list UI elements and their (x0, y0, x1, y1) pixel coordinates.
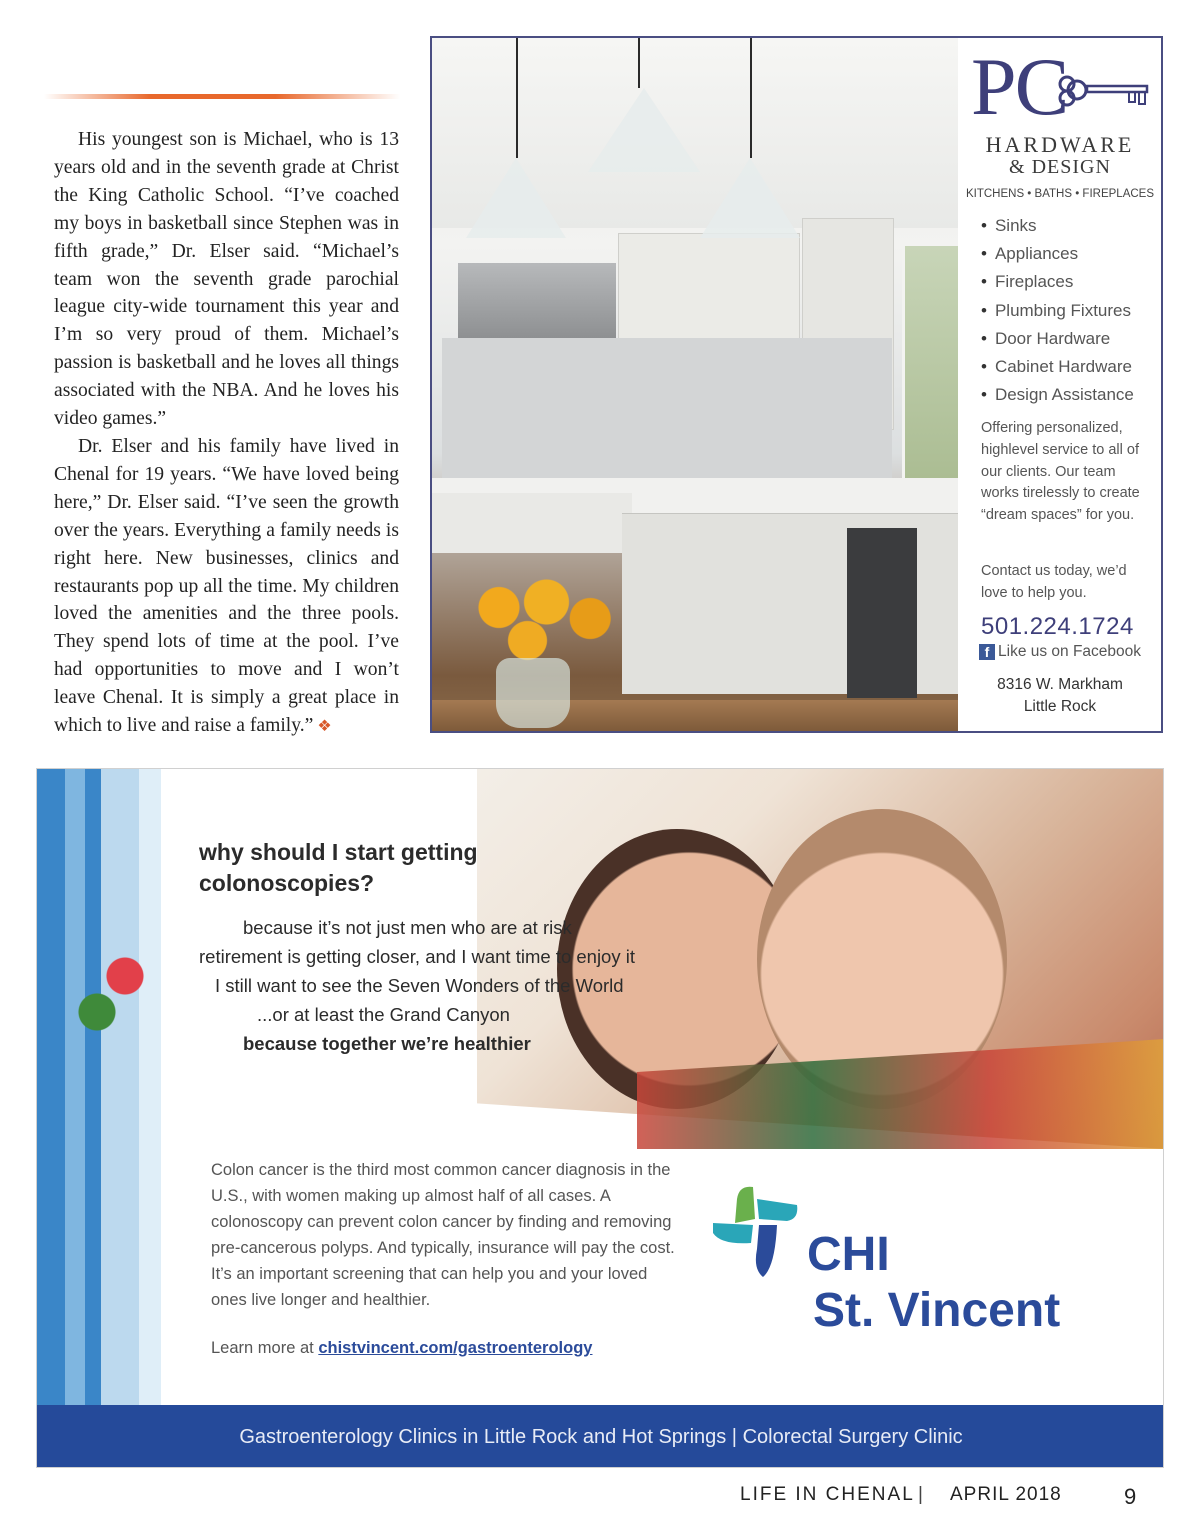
learn-more-link[interactable]: chistvincent.com/gastroenterology (318, 1339, 593, 1357)
facebook-link[interactable] (979, 643, 1141, 661)
pc-logo (969, 41, 1159, 134)
end-mark-icon: ❖ (317, 718, 332, 736)
logo-st-vincent: St. Vincent (813, 1284, 1061, 1337)
orange-divider (44, 94, 400, 99)
chi-st-vincent-ad[interactable] (36, 768, 1164, 1468)
key-icon (969, 41, 1159, 134)
ad-body-text: Colon cancer is the third most common cancer diagnosis in the U.S., with women making up almost half of all cases. A colonoscopy can prevent colon cancer by finding and removing pre-cancerous polyps. And typically, insurance will pay the cost. It’s an important screening that can help you and your loved ones live longer and healthier. (211, 1161, 675, 1309)
blue-stripe (37, 769, 65, 1468)
offer-text: Offering personalized, highlevel service to all of our clients. Our team works tirelessly to create “dream spaces” for you. (981, 420, 1140, 524)
logo-letters: PC (971, 41, 1068, 132)
flower-image (77, 949, 157, 1039)
chi-logo (707, 1179, 1107, 1349)
brand-hardware: HARDWARE (985, 132, 1135, 157)
reason-line: ...or at least the Grand Canyon (257, 1004, 510, 1025)
service-item: • Appliances (981, 240, 1134, 268)
address-city: Little Rock (1023, 698, 1097, 715)
kitchen-photo (432, 38, 958, 731)
logo-chi: CHI (807, 1228, 890, 1281)
service-item: • Door Hardware (981, 325, 1134, 353)
blue-stripe (85, 769, 101, 1468)
service-item: • Fireplaces (981, 268, 1134, 296)
article-paragraph-text: Dr. Elser and his family have lived in Chenal for 19 years. “We have loved being here,” Dr. Elser said. “I’ve seen the growth over the years. Everything a family needs is right here. New businesses, clinics and restaurants pop up all the time. My children loved the amenities and the three pools. They spend lots of time at the pool. I’ve had opportunities to move and I won’t leave Chenal. It is simply a great place in which to live and raise a family.” (54, 435, 399, 737)
page-number: 9 (1124, 1484, 1137, 1509)
service-item: • Cabinet Hardware (981, 353, 1134, 381)
service-item: • Sinks (981, 212, 1134, 240)
phone-number[interactable]: 501.224.1724 (981, 613, 1134, 640)
service-item: • Design Assistance (981, 381, 1134, 409)
facebook-label: Like us on Facebook (998, 643, 1142, 660)
service-item: • Plumbing Fixtures (981, 297, 1134, 325)
issue-date: APRIL 2018 (950, 1484, 1062, 1505)
magazine-name: LIFE IN CHENAL (740, 1484, 915, 1505)
pc-ad-text-panel (959, 38, 1161, 731)
article-paragraph (54, 433, 399, 741)
learn-more-prefix: Learn more at (211, 1339, 314, 1357)
footer-separator: | (918, 1484, 923, 1505)
article-paragraph: His youngest son is Michael, who is 13 years old and in the seventh grade at Christ the King Catholic School. “I’ve coached my boys in basketball since Stephen was in fifth grade,” Dr. Elser said. “Michael’s team won the seventh grade parochial league city-wide tournament this year and I’m so very proud of them. Michael’s passion is basketball and he loves all things associated with the NBA. And he loves his video games.” (54, 129, 399, 430)
ad-question (199, 837, 478, 899)
pc-hardware-ad[interactable] (430, 36, 1163, 733)
question-line: colonoscopies? (199, 870, 375, 896)
services-list (981, 212, 1134, 409)
address-street: 8316 W. Markham (997, 676, 1123, 693)
reason-line: because it’s not just men who are at risk (243, 917, 572, 938)
ad-footer-bar: Gastroenterology Clinics in Little Rock and Hot Springs | Colorectal Surgery Clinic (37, 1405, 1164, 1468)
reason-line: I still want to see the Seven Wonders of the World (215, 975, 624, 996)
facebook-icon: f (979, 644, 995, 660)
question-line: why should I start getting (199, 839, 478, 865)
learn-more (211, 1339, 592, 1358)
categories-line: KITCHENS • BATHS • FIREPLACES (965, 188, 1155, 200)
reason-line: because together we’re healthier (243, 1033, 531, 1054)
article-column (54, 126, 399, 741)
pale-blue-stripe (101, 769, 139, 1468)
cross-logo-icon (707, 1179, 807, 1289)
light-blue-stripe (65, 769, 85, 1468)
pale-blue-stripe (139, 769, 161, 1468)
contact-text: Contact us today, we’d love to help you. (981, 563, 1127, 601)
brand-design: & DESIGN (1009, 156, 1111, 178)
reason-line: retirement is getting closer, and I want time to enjoy it (199, 946, 635, 967)
